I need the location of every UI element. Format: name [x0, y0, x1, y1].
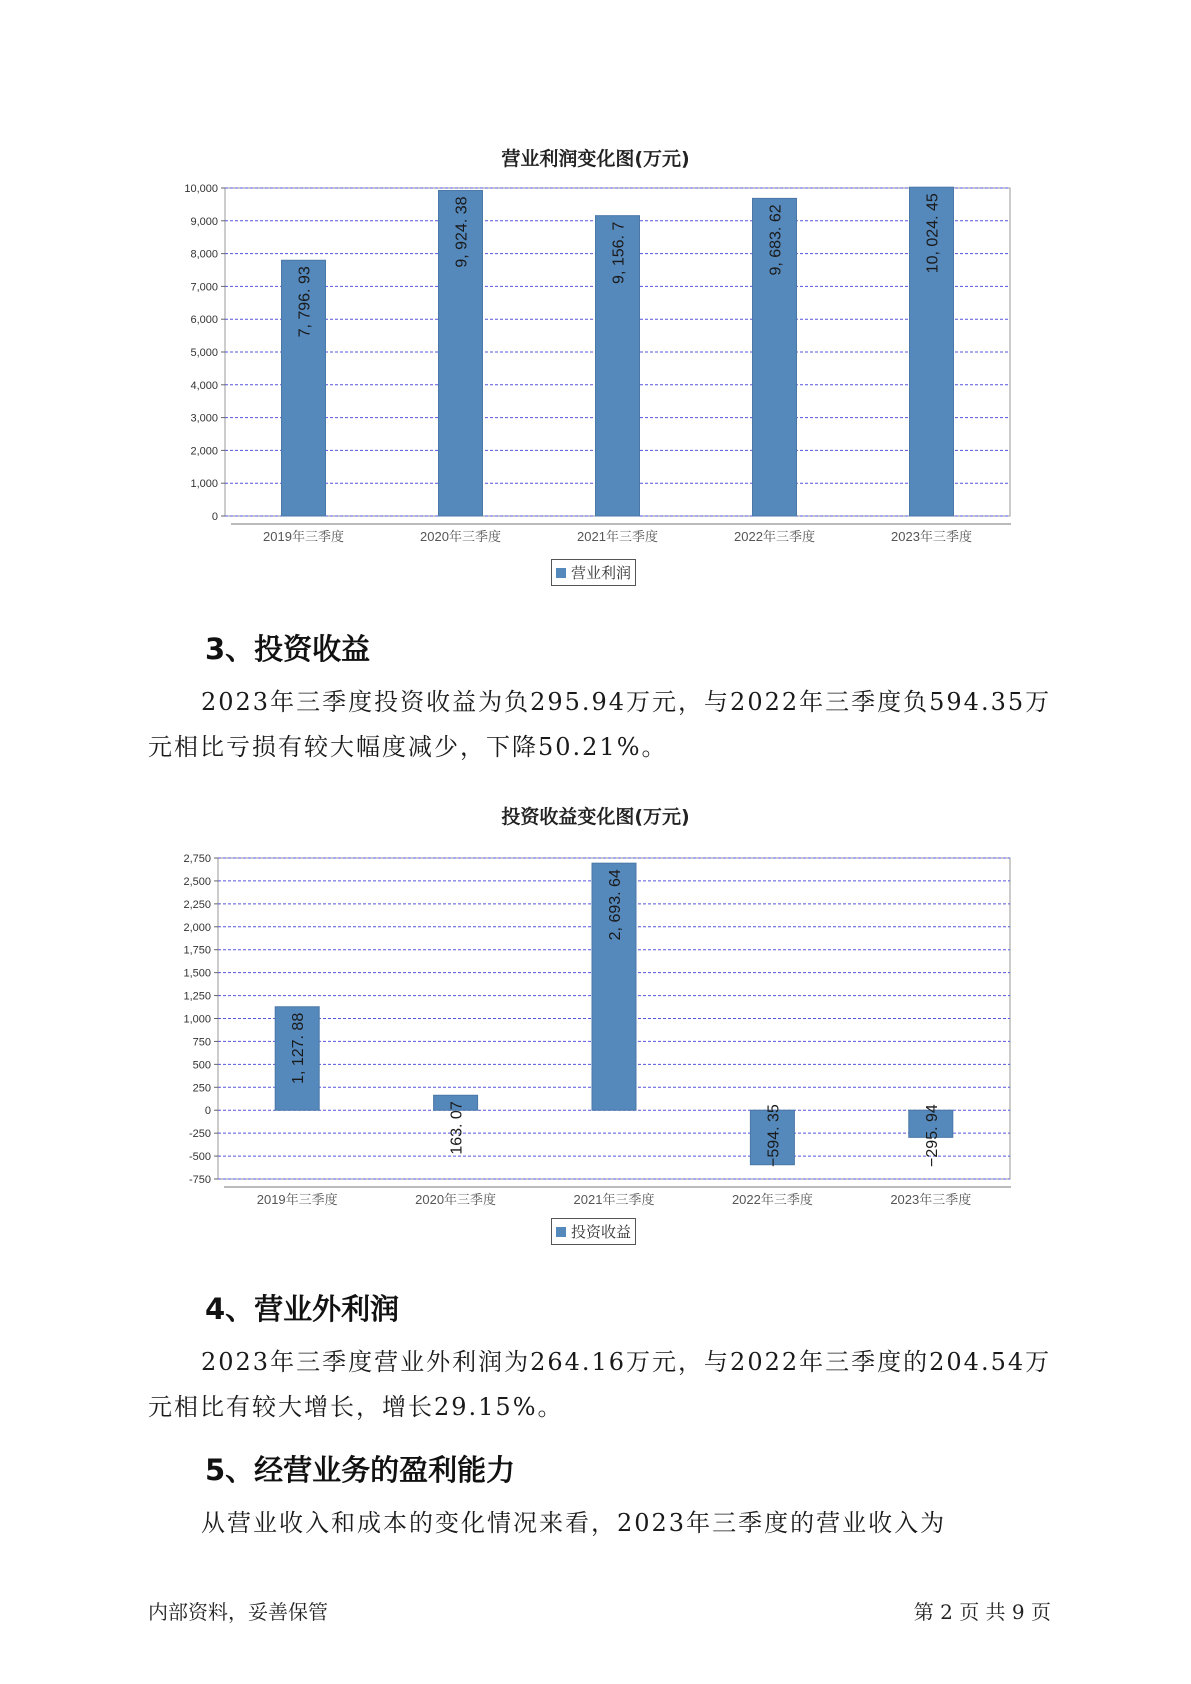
y-tick-label: -500 [188, 1151, 211, 1164]
x-tick-label: 2019年三季度 [263, 529, 344, 544]
x-tick-label: 2020年三季度 [420, 529, 501, 544]
legend-swatch [556, 1227, 566, 1237]
y-tick-label: 10,000 [184, 183, 218, 195]
y-tick-label: 2,500 [183, 875, 211, 888]
operating-profit-chart [0, 170, 1191, 544]
x-tick-label: 2021年三季度 [577, 529, 658, 544]
y-tick-label: 1,000 [190, 478, 218, 491]
data-label: 1, 127. 88 [290, 1012, 308, 1084]
y-tick-label: 1,500 [183, 967, 211, 980]
x-tick-label: 2022年三季度 [734, 529, 815, 544]
chart1-title: 营业利润变化图(万元) [501, 148, 690, 170]
y-tick-label: 0 [204, 1105, 211, 1118]
section-5-text: 从营业收入和成本的变化情况来看，2023年三季度的营业收入为 [201, 1509, 947, 1537]
data-label: 7, 796. 93 [296, 266, 314, 338]
y-tick-label: 4,000 [190, 379, 218, 392]
y-tick-label: 1,750 [183, 944, 211, 957]
data-label: −594. 35 [765, 1104, 783, 1167]
y-tick-label: -750 [188, 1174, 211, 1186]
section-4-text: 2023年三季度营业外利润为264.16万元，与2022年三季度的204.54万元相比有较大增长，增长29.15%。 [148, 1348, 1052, 1421]
x-tick-label: 2023年三季度 [890, 1192, 972, 1207]
y-tick-label: 1,250 [183, 990, 211, 1003]
data-label: 2, 693. 64 [607, 869, 624, 941]
data-label: 9, 924. 38 [453, 196, 471, 268]
data-label: 9, 156. 7 [610, 221, 628, 284]
y-tick-label: 250 [192, 1082, 211, 1095]
data-label: 9, 683. 62 [767, 204, 785, 276]
y-tick-label: -250 [188, 1128, 211, 1141]
x-tick-label: 2020年三季度 [415, 1192, 497, 1207]
section-4-heading: 4、营业外利润 [205, 1292, 400, 1326]
section-3-heading: 3、投资收益 [205, 632, 371, 666]
x-tick-label: 2021年三季度 [573, 1192, 655, 1207]
chart1-legend [551, 559, 636, 586]
y-tick-label: 0 [211, 511, 218, 523]
y-tick-label: 1,000 [183, 1013, 211, 1026]
y-tick-label: 750 [192, 1036, 211, 1049]
investment-income-chart [0, 830, 1191, 1207]
y-tick-label: 500 [192, 1059, 211, 1072]
x-tick-label: 2019年三季度 [256, 1192, 338, 1207]
legend-label: 营业利润 [571, 564, 632, 582]
x-tick-label: 2023年三季度 [891, 529, 972, 544]
footer-left: 内部资料，妥善保管 [148, 1600, 328, 1624]
y-tick-label: 5,000 [190, 347, 218, 359]
legend-label: 投资收益 [571, 1223, 632, 1241]
legend-swatch [556, 568, 566, 578]
y-tick-label: 2,000 [183, 921, 211, 934]
data-label: 10, 024. 45 [924, 193, 942, 274]
y-tick-label: 8,000 [190, 248, 218, 261]
section-3-text: 2023年三季度投资收益为负295.94万元，与2022年三季度负594.35万元相比亏损有较大幅度减少，下降50.21%。 [148, 688, 1052, 761]
chart2-title: 投资收益变化图(万元) [501, 806, 690, 828]
footer-page-number: 第 2 页 共 9 页 [913, 1600, 1051, 1624]
chart2-legend [551, 1218, 636, 1245]
data-label: 163. 07 [448, 1101, 466, 1155]
y-tick-label: 2,000 [190, 445, 218, 458]
y-tick-label: 6,000 [190, 314, 218, 327]
y-tick-label: 2,250 [183, 898, 211, 911]
section-5-heading: 5、经营业务的盈利能力 [205, 1453, 516, 1487]
data-label: −295. 94 [923, 1104, 941, 1167]
x-tick-label: 2022年三季度 [731, 1192, 813, 1207]
y-tick-label: 9,000 [190, 215, 218, 228]
y-tick-label: 7,000 [190, 281, 218, 294]
y-tick-label: 3,000 [190, 412, 218, 425]
y-tick-label: 2,750 [183, 853, 211, 865]
